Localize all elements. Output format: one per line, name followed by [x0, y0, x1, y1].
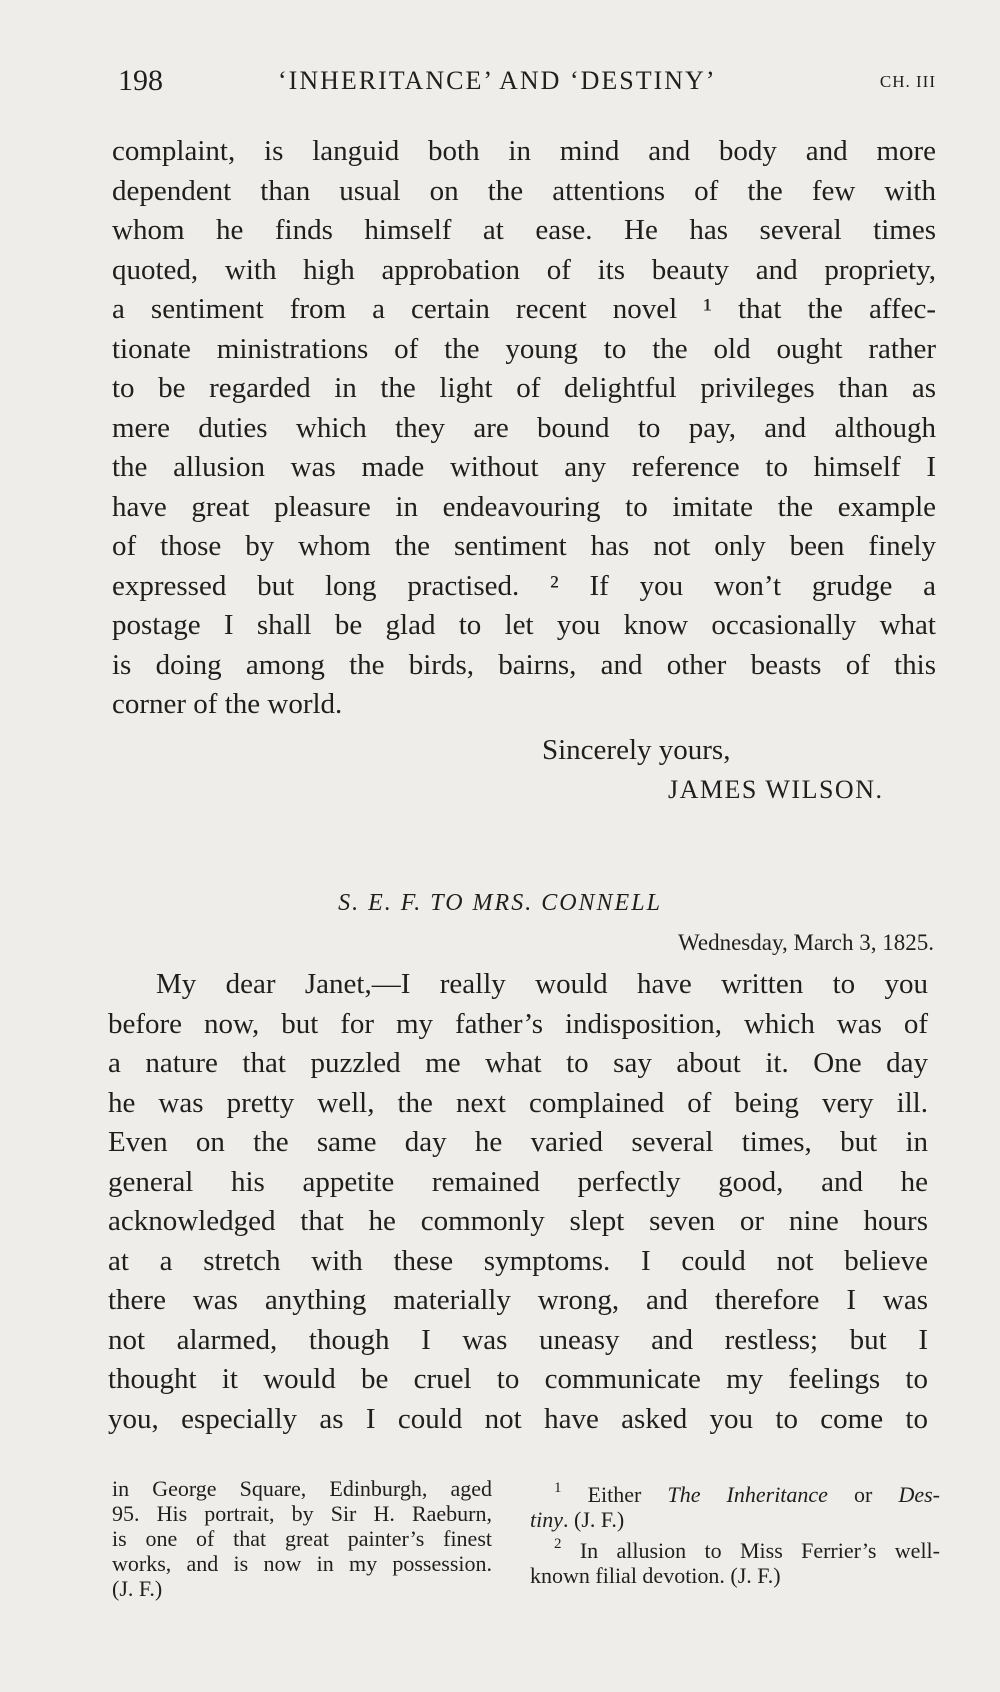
- footnote-text: or: [827, 1482, 899, 1507]
- footnote-1: [530, 1476, 940, 1507]
- text-line: have great pleasure in endeavouring to imitate the example: [112, 490, 936, 523]
- footnotes-numbered: [530, 1476, 940, 1588]
- text-line: whom he finds himself at ease. He has several times: [112, 214, 936, 246]
- closing: Sincerely yours,: [542, 734, 731, 766]
- text-line: general his appetite remained perfectly good, and he: [108, 1165, 928, 1198]
- text-line: expressed but long practised. ² If you won’t grudge a: [112, 569, 936, 602]
- footnote-text: Either: [587, 1482, 668, 1507]
- text-line: postage I shall be glad to let you know occasionally what: [112, 609, 936, 641]
- running-head: [118, 64, 936, 104]
- text-line: not alarmed, though I was uneasy and restless; but I: [108, 1323, 928, 1356]
- chapter-mark: CH. III: [879, 72, 936, 91]
- book-title: The Inheritance: [667, 1482, 828, 1507]
- footnote-continuation: [112, 1476, 492, 1601]
- text-line: at a stretch with these symptoms. I could not believe: [108, 1244, 928, 1277]
- letter-body: [108, 965, 928, 1439]
- text-line: corner of the world.: [112, 688, 343, 720]
- text-line: mere duties which they are bound to pay, and although: [112, 411, 936, 444]
- footnote-line: 95. His portrait, by Sir H. Raeburn,: [112, 1501, 492, 1526]
- running-title: ‘INHERITANCE’ AND ‘DESTINY’: [278, 66, 717, 95]
- text-line: a sentiment from a certain recent novel ¹ that the affec-: [112, 293, 936, 325]
- footnote-line: works, and is now in my possession.: [112, 1551, 492, 1576]
- footnote-2-cont: known filial devotion. (J. F.): [530, 1563, 781, 1588]
- footnote-2: [530, 1532, 940, 1563]
- text-line: My dear Janet,—I really would have written to you: [156, 968, 928, 1000]
- text-line: you, especially as I could not have asked you to come to: [108, 1402, 928, 1435]
- footnote-line: in George Square, Edinburgh, aged: [112, 1476, 492, 1501]
- text-line: he was pretty well, the next complained of being very ill.: [108, 1086, 928, 1119]
- footnote-1-cont: [530, 1507, 940, 1532]
- book-title: Des-: [898, 1482, 941, 1507]
- text-line: of those by whom the sentiment has not only been finely: [112, 530, 936, 562]
- footnote-line: is one of that great painter’s finest: [112, 1526, 492, 1551]
- footnote-text: . (J. F.): [563, 1507, 625, 1532]
- text-line: acknowledged that he commonly slept seven or nine hours: [108, 1205, 928, 1237]
- letter-continuation: [112, 132, 936, 725]
- text-line: tionate ministrations of the young to the old ought rather: [112, 332, 936, 365]
- text-line: dependent than usual on the attentions of the few with: [112, 174, 936, 207]
- text-line: quoted, with high approbation of its beauty and propriety,: [112, 253, 936, 286]
- text-line: to be regarded in the light of delightful privileges than as: [112, 372, 936, 404]
- text-line: thought it would be cruel to communicate my feelings to: [108, 1363, 928, 1395]
- footnote-marker: 2: [554, 1536, 562, 1552]
- footnote-marker: 1: [554, 1480, 562, 1496]
- footnote-text: In allusion to Miss Ferrier’s well-: [579, 1538, 940, 1563]
- signature: JAMES WILSON.: [668, 775, 884, 804]
- book-title: tiny: [530, 1507, 563, 1532]
- letter-date: Wednesday, March 3, 1825.: [678, 930, 934, 955]
- text-line: Even on the same day he varied several times, but in: [108, 1126, 928, 1158]
- text-line: the allusion was made without any reference to himself I: [112, 451, 936, 483]
- text-line: a nature that puzzled me what to say about it. One day: [108, 1047, 928, 1079]
- page-number: 198: [118, 64, 163, 97]
- text-line: is doing among the birds, bairns, and other beasts of this: [112, 648, 936, 681]
- text-line: complaint, is languid both in mind and body and more: [112, 135, 936, 167]
- text-line: there was anything materially wrong, and therefore I was: [108, 1284, 928, 1316]
- letter-heading: S. E. F. TO MRS. CONNELL: [338, 890, 662, 916]
- footnote-line: (J. F.): [112, 1576, 163, 1601]
- text-line: before now, but for my father’s indisposition, which was of: [108, 1007, 928, 1040]
